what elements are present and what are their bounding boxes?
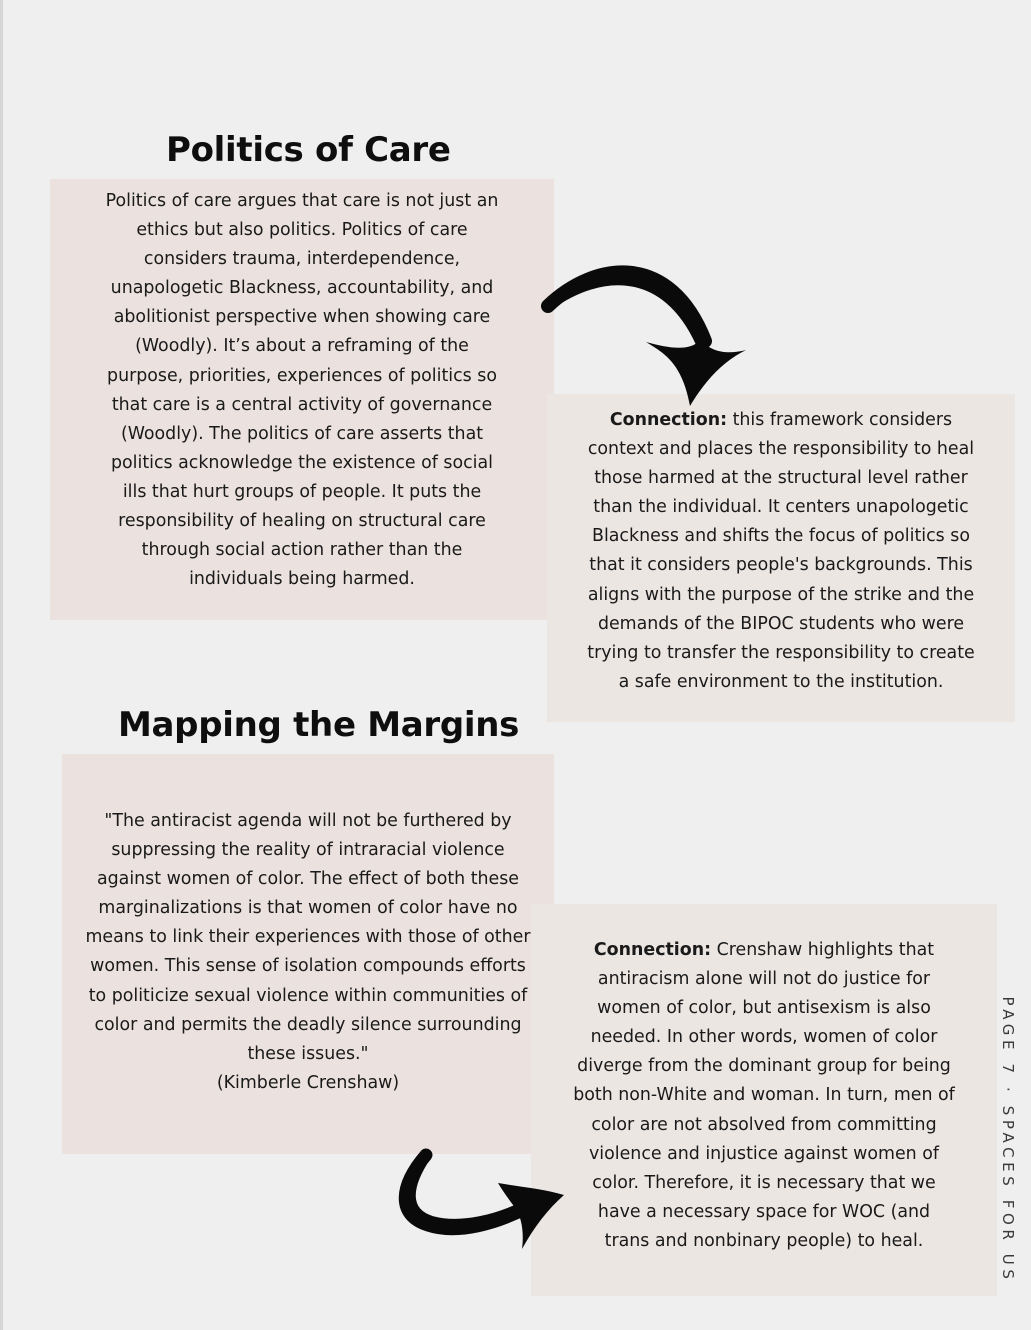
crenshaw-quote-box — [62, 754, 554, 1154]
politics-connection-text: this framework considers context and places the responsibility to heal those harmed at the structural level rather than the individual. It centers unapologetic Blackness and shifts the focus of politics so that it considers people's backgrounds. This aligns with the purpose of the strike and the demands of the BIPOC students who were trying to transfer the responsibility to create a safe environment to the institution. — [587, 410, 975, 692]
curved-arrow-right-icon — [398, 1145, 568, 1255]
crenshaw-attribution: (Kimberle Crenshaw) — [216, 1072, 400, 1093]
curved-arrow-down-icon — [540, 256, 750, 416]
politics-connection-label: Connection: — [609, 410, 728, 430]
page-edge — [0, 0, 3, 1330]
margins-connection-box — [531, 904, 997, 1296]
crenshaw-quote: "The antiracist agenda will not be furthered by suppressing the reality of intraracial violence against women of color. The effect of both these marginalizations is that women of color have no means to link their experiences with those of other women. This sense of isolation compounds efforts to politicize sexual violence within communities of color and permits the deadly silence surrounding these issues." — [85, 811, 531, 1064]
politics-of-care-heading: Politics of Care — [166, 130, 451, 170]
margins-connection-label: Connection: — [593, 940, 712, 960]
politics-of-care-box — [50, 179, 554, 620]
politics-of-care-body: Politics of care argues that care is not just an ethics but also politics. Politics of care considers trauma, interdependence, unapologetic Blackness, accountability, and abolitionist perspective when showing care (Woodly). It’s about a reframing of the purpose, priorities, experiences of politics so that care is a central activity of governance (Woodly). The politics of care asserts that politics acknowledge the existence of social ills that hurt groups of people. It puts the responsibility of healing on structural care through social action rather than the individuals being harmed. — [105, 191, 499, 590]
margins-connection-text: Crenshaw highlights that antiracism alone will not do justice for women of color, but antisexism is also needed. In other words, women of color diverge from the dominant group for being both non-White and woman. In turn, men of color are not absolved from committing violence and injustice against women of color. Therefore, it is necessary that we have a necessary space for WOC (and trans and nonbinary people) to heal. — [573, 940, 955, 1251]
page-footer-vertical: PAGE 7 · SPACES FOR US — [999, 996, 1017, 1284]
mapping-the-margins-heading: Mapping the Margins — [118, 705, 520, 745]
politics-connection-box — [547, 394, 1015, 722]
